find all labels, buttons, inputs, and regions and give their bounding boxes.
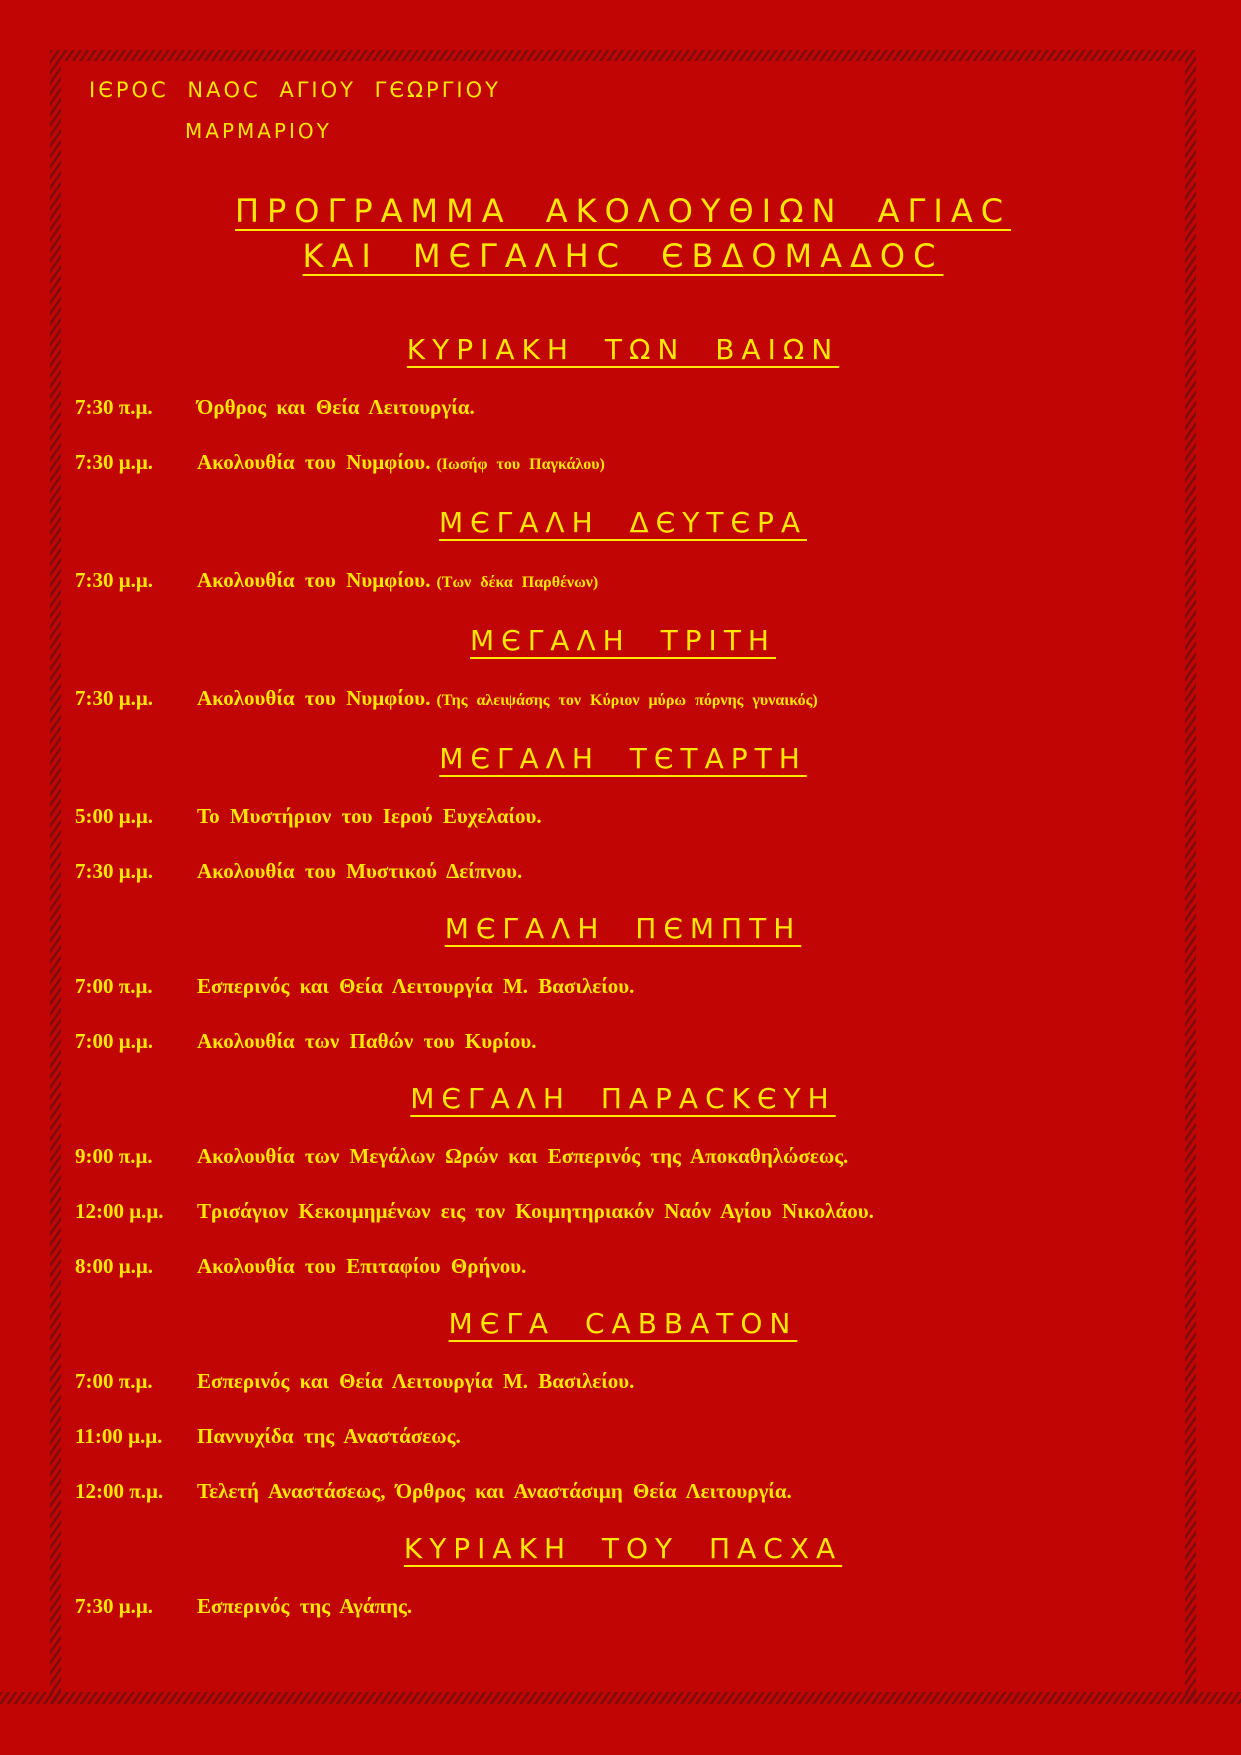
service-text: Ακολουθία του Μυστικού Δείπνου.	[197, 859, 523, 883]
section-heading: ΜЄΓΑΛΗ ΤΡΙΤΗ	[470, 624, 776, 657]
border-bottom	[0, 1692, 1241, 1704]
service-time: 7:30 μ.μ.	[75, 1594, 154, 1618]
schedule-row	[75, 972, 1185, 1000]
schedule-row	[75, 1252, 1185, 1280]
service-text: Εσπερινός και Θεία Λειτουργία Μ. Βασιλείου.	[197, 974, 635, 998]
section-heading: ΜЄΓΑ ϹΑΒΒΑΤΟΝ	[448, 1307, 798, 1340]
service-time: 7:00 π.μ.	[75, 1369, 153, 1393]
page-content	[61, 61, 1185, 1692]
schedule-row	[75, 1142, 1185, 1170]
schedule-sections	[61, 333, 1185, 1620]
schedule-row	[75, 566, 1185, 597]
service-text: Όρθρος και Θεία Λειτουργία.	[197, 395, 475, 419]
service-text: Ακολουθία του Νυμφίου.	[197, 686, 431, 710]
service-description	[197, 1592, 412, 1620]
section-heading: ΚΥΡΙΑΚΗ ΤΟΥ ΠΑϹΧΑ	[403, 1532, 843, 1565]
service-text: Τελετή Αναστάσεως, Όρθρος και Αναστάσιμη Θεία Λειτουργία.	[197, 1479, 792, 1503]
page-title-line2: ΚΑΙ ΜЄΓΑΛΗϹ ЄΒΔΟΜΑΔΟϹ	[302, 237, 944, 275]
section-heading: ΜЄΓΑΛΗ ΠЄΜΠΤΗ	[444, 912, 802, 945]
service-description	[197, 1477, 792, 1505]
service-description	[197, 1367, 634, 1395]
service-text: Ακολουθία του Νυμφίου.	[197, 450, 431, 474]
service-text: Ακολουθία του Επιταφίου Θρήνου.	[197, 1254, 527, 1278]
section-heading: ΜЄΓΑΛΗ ΠΑΡΑϹΚЄΥΗ	[410, 1082, 836, 1115]
service-description	[197, 972, 634, 1000]
service-time: 7:30 π.μ.	[75, 395, 153, 419]
section-heading: ΜЄΓΑΛΗ ΤЄΤΑΡΤΗ	[439, 742, 807, 775]
schedule-row	[75, 448, 1185, 479]
schedule-row	[75, 802, 1185, 830]
service-description	[197, 1027, 537, 1055]
church-name: ΙЄΡΟϹ ΝΑΟϹ ΑΓΙΟΥ ΓЄΩΡΓΙΟΥ	[89, 78, 501, 102]
page-title	[61, 189, 1185, 279]
border-right	[1185, 50, 1196, 1703]
service-time: 8:00 μ.μ.	[75, 1254, 154, 1278]
service-time: 7:30 μ.μ.	[75, 568, 154, 592]
service-time: 12:00 μ.μ.	[75, 1199, 164, 1223]
schedule-row	[75, 1027, 1185, 1055]
schedule-row	[75, 1197, 1185, 1225]
service-description	[197, 566, 598, 597]
section-heading: ΜЄΓΑΛΗ ΔЄΥΤЄΡΑ	[438, 506, 808, 539]
service-text: Ακολουθία των Μεγάλων Ωρών και Εσπερινός της Αποκαθηλώσεως.	[197, 1144, 849, 1168]
service-description	[197, 1252, 526, 1280]
section-heading: ΚΥΡΙΑΚΗ ΤΩΝ ΒΑΙΩΝ	[406, 333, 840, 366]
service-text: Τρισάγιον Κεκοιμημένων εις τον Κοιμητηριακόν Ναόν Αγίου Νικολάου.	[197, 1199, 874, 1223]
service-description	[197, 393, 475, 421]
service-text: Ακολουθία του Νυμφίου.	[197, 568, 431, 592]
schedule-row	[75, 684, 1185, 715]
service-text: Ακολουθία των Παθών του Κυρίου.	[197, 1029, 537, 1053]
service-description	[197, 802, 542, 830]
page-title-line1: ΠΡΟΓΡΑΜΜΑ ΑΚΟΛΟΥΘΙΩΝ ΑΓΙΑϹ	[234, 192, 1012, 230]
service-description	[197, 857, 522, 885]
service-description	[197, 684, 818, 715]
service-description	[197, 448, 605, 479]
service-time: 7:30 μ.μ.	[75, 859, 154, 883]
service-time: 9:00 π.μ.	[75, 1144, 153, 1168]
border-left	[50, 50, 61, 1703]
service-time: 7:30 μ.μ.	[75, 450, 154, 474]
service-text: Εσπερινός της Αγάπης.	[197, 1594, 413, 1618]
service-time: 7:30 μ.μ.	[75, 686, 154, 710]
service-description	[197, 1142, 848, 1170]
border-top	[50, 50, 1196, 61]
service-text: Το Μυστήριον του Ιερού Ευχελαίου.	[197, 804, 542, 828]
service-note: (Ιωσήφ του Παγκάλου)	[436, 456, 605, 473]
service-description	[197, 1197, 874, 1225]
service-text: Εσπερινός και Θεία Λειτουργία Μ. Βασιλείου.	[197, 1369, 635, 1393]
schedule-row	[75, 857, 1185, 885]
service-note: (Των δέκα Παρθένων)	[436, 574, 599, 591]
church-place: ΜΑΡΜΑΡΙΟΥ	[185, 119, 332, 143]
service-text: Παννυχίδα της Αναστάσεως.	[197, 1424, 461, 1448]
schedule-row	[75, 1422, 1185, 1450]
schedule-row	[75, 1592, 1185, 1620]
service-note: (Της αλειψάσης τον Κύριον μύρω πόρνης γυναικός)	[436, 692, 818, 709]
service-time: 7:00 π.μ.	[75, 974, 153, 998]
service-time: 5:00 μ.μ.	[75, 804, 154, 828]
schedule-row	[75, 1367, 1185, 1395]
schedule-row	[75, 393, 1185, 421]
service-time: 7:00 μ.μ.	[75, 1029, 154, 1053]
service-description	[197, 1422, 461, 1450]
service-time: 12:00 π.μ.	[75, 1479, 164, 1503]
service-time: 11:00 μ.μ.	[75, 1424, 163, 1448]
schedule-row	[75, 1477, 1185, 1505]
